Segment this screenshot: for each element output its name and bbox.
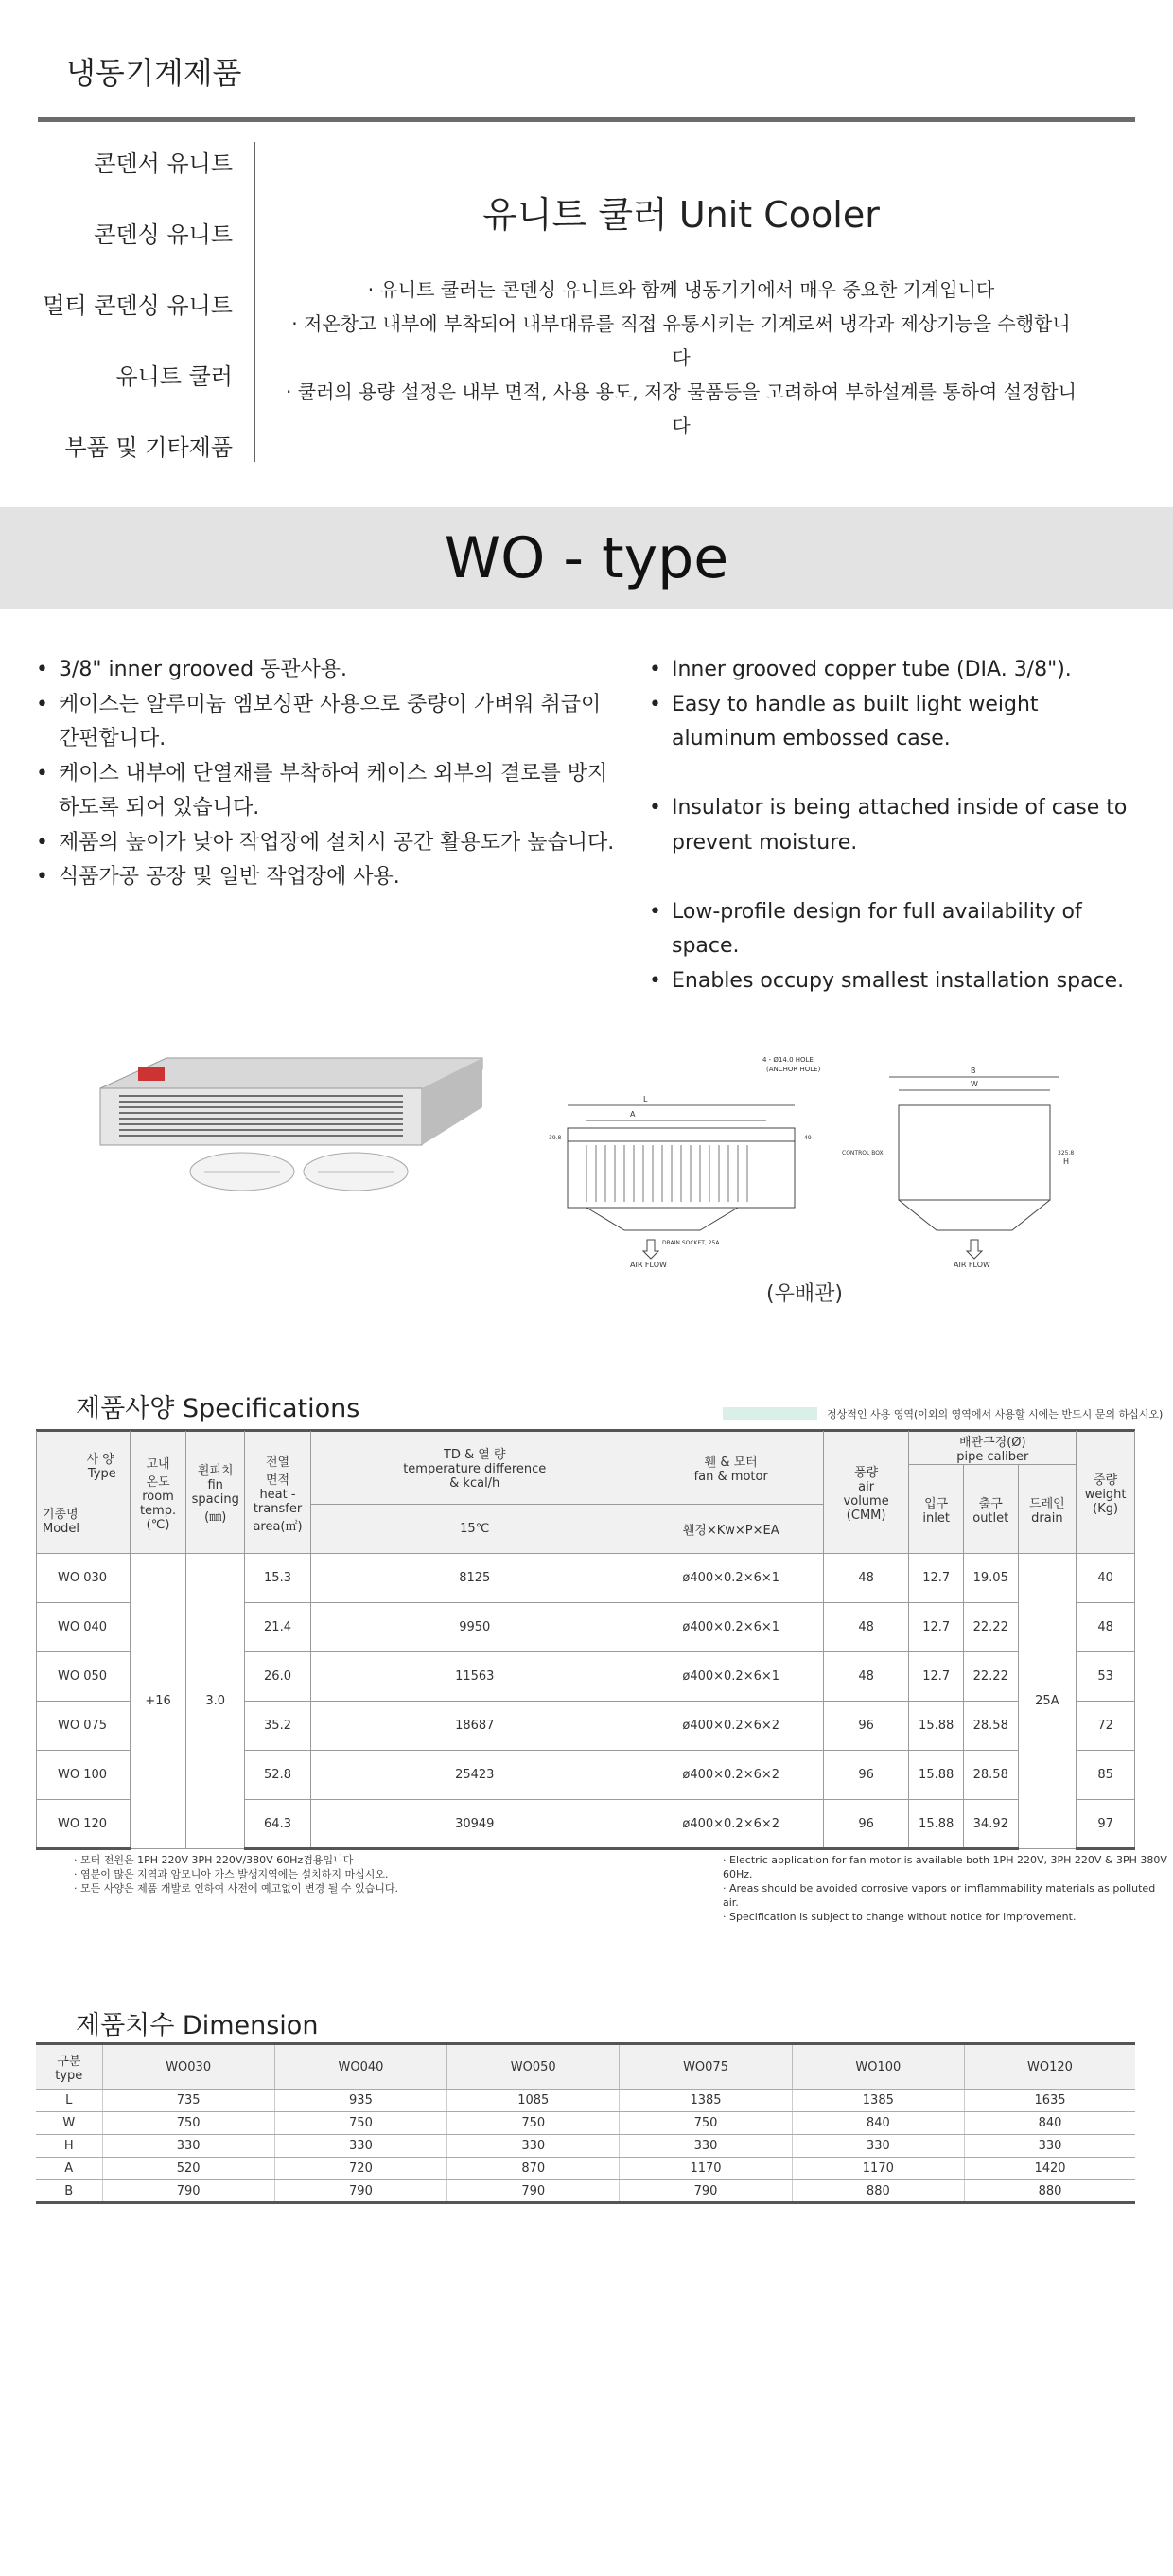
table-row: WO 075 35.2 18687 ø400×0.2×6×2 96 15.88 28.58 72 [37, 1702, 1135, 1751]
drain-header: 드레인 drain [1018, 1465, 1077, 1554]
note-line: · 모든 사양은 제품 개발로 인하여 사전에 예고없이 변경 될 수 있습니다. [74, 1882, 398, 1895]
features-korean [36, 653, 622, 895]
dimension-title: 제품치수 Dimension [76, 2011, 319, 2040]
fin-spacing-header: 휜피치 fin spacing (㎜) [186, 1431, 245, 1554]
sidebar [38, 142, 255, 462]
table-row: A 520 720 870 1170 1170 1420 [36, 2158, 1135, 2180]
sidebar-item-unit-cooler[interactable]: 유니트 쿨러 [115, 363, 233, 390]
product-photo [81, 1050, 482, 1219]
intro-line: · 저온창고 내부에 부착되어 내부대류를 직접 유통시키는 기계로써 냉각과 제상기능을 수행합니다 [291, 312, 1071, 369]
notes-english [723, 1853, 1173, 1924]
note-line: · 모터 전원은 1PH 220V 3PH 220V/380V 60Hz겸용입니다 [74, 1854, 354, 1866]
outlet-header: 출구 outlet [963, 1465, 1018, 1554]
pipe-caliber-header: 배관구경(Ø) pipe caliber [909, 1431, 1077, 1465]
sidebar-item-condenser-unit[interactable]: 콘덴서 유니트 [94, 150, 233, 177]
td-header: TD & 열 량 temperature difference & kcal/h [310, 1431, 639, 1505]
sidebar-item-parts[interactable]: 부품 및 기타제품 [64, 434, 233, 461]
dim-b-label: B [971, 1067, 976, 1075]
room-temp-value: +16 [130, 1554, 186, 1849]
dim-a-label: A [630, 1110, 636, 1119]
model-header: WO120 [964, 2044, 1135, 2090]
specifications-title: 제품사양 Specifications [76, 1394, 360, 1423]
dimension-table [36, 2042, 1135, 2204]
table-row: H 330 330 330 330 330 330 [36, 2135, 1135, 2158]
heat-area-header: 전열 면적 heat - transfer area(㎡) [245, 1431, 311, 1554]
feature-item: • Easy to handle as built light weight aluminum embossed case. [649, 688, 1141, 757]
note-line: · Areas should be avoided corrosive vapors or imflammability materials as polluted air. [723, 1882, 1156, 1909]
table-row: WO 040 21.4 9950 ø400×0.2×6×1 48 12.7 22.22 48 [37, 1603, 1135, 1652]
td-15-header: 15℃ [310, 1504, 639, 1554]
table-row: L 735 935 1085 1385 1385 1635 [36, 2090, 1135, 2112]
air-volume-header: 풍량 air volume (CMM) [823, 1431, 908, 1554]
sidebar-item-multi-condensing-unit[interactable]: 멀티 콘덴싱 유니트 [43, 292, 233, 319]
dimension-corner: 구분 type [36, 2044, 102, 2090]
inlet-header: 입구 inlet [909, 1465, 964, 1554]
dim-h-value: 325.8 [1058, 1150, 1075, 1156]
header-divider [38, 117, 1135, 122]
fan-motor-header: 휀 & 모터 fan & motor [639, 1431, 823, 1505]
model-header: WO030 [102, 2044, 274, 2090]
control-box-label: CONTROL BOX [842, 1150, 884, 1156]
intro-description [284, 273, 1078, 443]
note-line: · 염분이 많은 지역과 암모니아 가스 발생지역에는 설치하지 마십시오. [74, 1868, 389, 1880]
feature-item: • 케이스 내부에 단열재를 부착하여 케이스 외부의 결로를 방지하도록 되어 있습니다. [36, 757, 622, 826]
feature-item: • Insulator is being attached inside of case to prevent moisture. [649, 791, 1141, 860]
intro-line: · 쿨러의 용량 설정은 내부 면적, 사용 용도, 저장 물품등을 고려하여 부하설계를 통하여 설정합니다 [286, 380, 1077, 437]
legend [723, 1406, 1163, 1421]
side-view-drawing [842, 1050, 1078, 1269]
type-model-corner: 사 양 Type 기종명 Model [37, 1431, 131, 1554]
intro-line: · 유니트 쿨러는 콘덴싱 유니트와 함께 냉동기기에서 매우 중요한 기계입니다 [367, 278, 995, 301]
sidebar-item-condensing-unit[interactable]: 콘덴싱 유니트 [94, 221, 233, 248]
feature-item: • 제품의 높이가 낮아 작업장에 설치시 공간 활용도가 높습니다. [36, 826, 622, 861]
table-row: WO 050 26.0 11563 ø400×0.2×6×1 48 12.7 22.22 53 [37, 1652, 1135, 1702]
room-temp-header: 고내 온도 room temp. (℃) [130, 1431, 186, 1554]
note-line: · Specification is subject to change without notice for improvement. [723, 1911, 1077, 1923]
drain-value: 25A [1018, 1554, 1077, 1849]
table-row: W 750 750 750 750 840 840 [36, 2112, 1135, 2135]
page-title: 냉동기계제품 [66, 55, 242, 91]
drawing-caption: (우배관) [766, 1282, 843, 1306]
notes-korean [74, 1853, 398, 1896]
weight-header: 중량 weight (Kg) [1077, 1431, 1135, 1554]
table-row: WO 100 52.8 25423 ø400×0.2×6×2 96 15.88 28.58 85 [37, 1751, 1135, 1800]
model-header: WO040 [274, 2044, 446, 2090]
note-line: · Electric application for fan motor is available both 1PH 220V, 3PH 220V & 3PH 380V 60Hz. [723, 1854, 1167, 1880]
front-view-drawing [530, 1050, 851, 1268]
model-header: WO050 [447, 2044, 620, 2090]
dim-l-label: L [643, 1095, 648, 1103]
hole-label: 4 - Ø14.0 HOLE [762, 1056, 814, 1064]
fan-spec-header: 휀경×Kw×P×EA [639, 1504, 823, 1554]
specifications-table [36, 1429, 1135, 1850]
feature-item: • 케이스는 알루미늄 엠보싱판 사용으로 중량이 가벼워 취급이 간편합니다. [36, 688, 622, 757]
table-row: B 790 790 790 790 880 880 [36, 2180, 1135, 2203]
dim-w-label: W [971, 1080, 978, 1088]
dim-left-value: 39.8 [549, 1135, 562, 1141]
fin-spacing-value: 3.0 [186, 1554, 245, 1849]
model-header: WO075 [620, 2044, 792, 2090]
dim-right-value: 49 [804, 1135, 812, 1141]
feature-item: • Low-profile design for full availability of space. [649, 895, 1141, 964]
airflow-label: AIR FLOW [630, 1261, 667, 1269]
type-title: WO - type [444, 525, 729, 591]
feature-item: • 3/8" inner grooved 동관사용. [36, 653, 622, 688]
type-banner [0, 507, 1173, 609]
section-heading: 유니트 쿨러 Unit Cooler [482, 194, 880, 236]
features-english [649, 653, 1141, 998]
feature-spacer [649, 860, 1141, 895]
table-row: WO 030 +16 3.0 15.3 8125 ø400×0.2×6×1 48 12.7 19.05 25A 40 [37, 1554, 1135, 1603]
feature-item: • Enables occupy smallest installation space. [649, 964, 1141, 999]
table-row: WO 120 64.3 30949 ø400×0.2×6×2 96 15.88 34.92 97 [37, 1800, 1135, 1849]
drain-label: DRAIN SOCKET, 25A [662, 1240, 720, 1246]
feature-spacer [649, 757, 1141, 792]
legend-text: 정상적인 사용 영역(이외의 영역에서 사용할 시에는 반드시 문의 하십시오) [827, 1408, 1164, 1420]
anchor-label: (ANCHOR HOLE) [766, 1066, 821, 1073]
feature-item: • Inner grooved copper tube (DIA. 3/8"). [649, 653, 1141, 688]
dim-h-label: H [1063, 1157, 1070, 1166]
legend-swatch [723, 1407, 817, 1420]
model-header: WO100 [792, 2044, 964, 2090]
feature-item: • 식품가공 공장 및 일반 작업장에 사용. [36, 860, 622, 895]
airflow-label: AIR FLOW [954, 1261, 990, 1269]
